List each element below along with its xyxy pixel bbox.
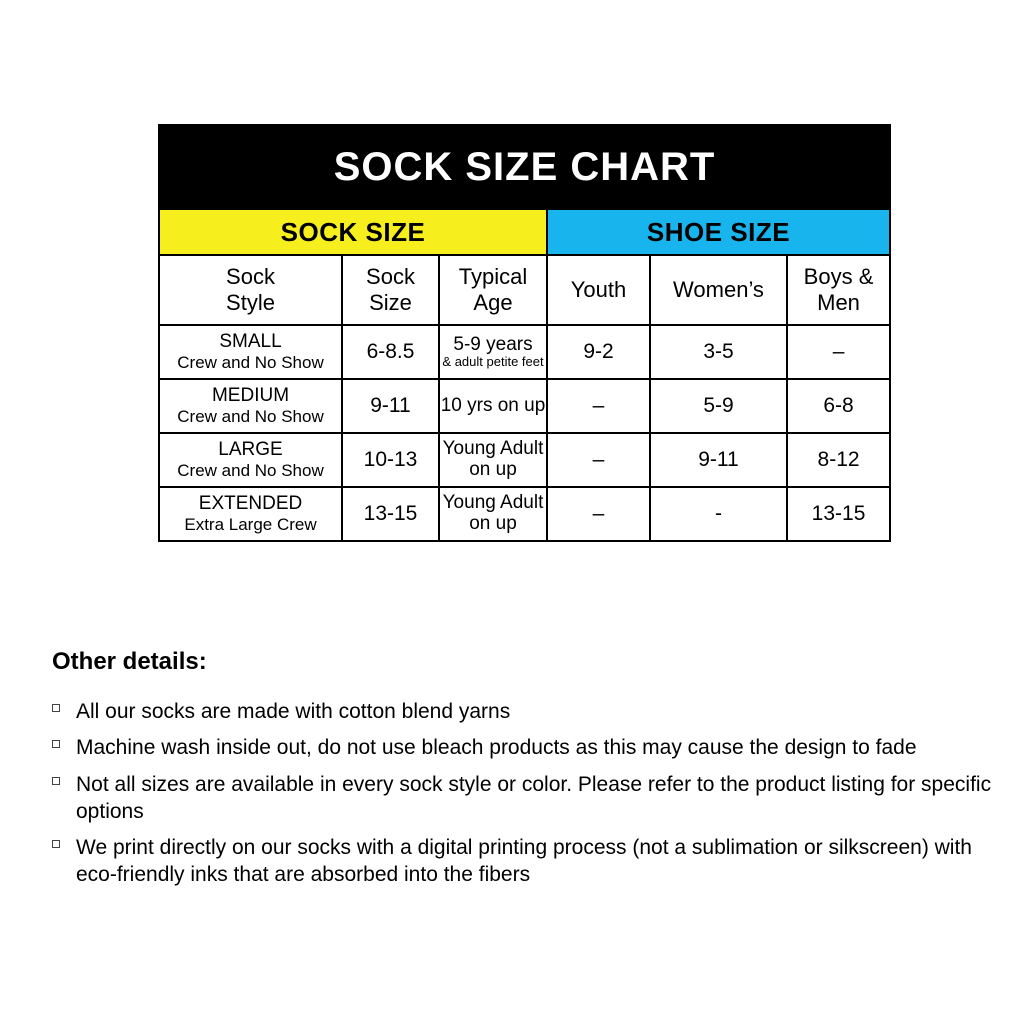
age-sub: on up bbox=[469, 459, 517, 480]
cell-typical-age bbox=[439, 379, 547, 433]
cell-womens: 9-11 bbox=[650, 433, 787, 487]
cell-youth: – bbox=[547, 379, 650, 433]
column-header-womens bbox=[650, 255, 787, 325]
group-header-shoe-size: SHOE SIZE bbox=[547, 209, 890, 255]
table-row bbox=[159, 325, 890, 379]
list-item bbox=[52, 698, 1002, 725]
other-details-heading: Other details: bbox=[52, 648, 207, 675]
header-line-1: Typical bbox=[458, 264, 528, 290]
cell-typical-age bbox=[439, 487, 547, 541]
cell-womens: 3-5 bbox=[650, 325, 787, 379]
header-line-1: Youth bbox=[570, 277, 627, 303]
header-line-2: Size bbox=[369, 290, 412, 315]
size-chart-table bbox=[158, 124, 891, 542]
other-details-section bbox=[52, 648, 1002, 898]
list-item-text: Machine wash inside out, do not use bleach products as this may cause the design to fade bbox=[76, 736, 917, 760]
square-bullet-icon bbox=[52, 740, 60, 748]
header-line-1: Women’s bbox=[673, 277, 764, 303]
age-sub: & adult petite feet bbox=[442, 354, 544, 370]
list-item bbox=[52, 771, 1002, 826]
list-item-text: All our socks are made with cotton blend yarns bbox=[76, 700, 511, 723]
header-line-1: Sock bbox=[226, 264, 275, 290]
cell-sock-size: 6-8.5 bbox=[342, 325, 439, 379]
column-header-youth bbox=[547, 255, 650, 325]
table-row bbox=[159, 433, 890, 487]
header-line-1: Sock bbox=[366, 264, 415, 290]
style-main: LARGE bbox=[218, 439, 283, 461]
cell-sock-style bbox=[159, 325, 342, 379]
column-header-boys-men bbox=[787, 255, 890, 325]
column-header-row bbox=[159, 255, 890, 325]
cell-sock-size: 10-13 bbox=[342, 433, 439, 487]
cell-typical-age bbox=[439, 325, 547, 379]
list-item bbox=[52, 734, 1002, 761]
cell-sock-size: 13-15 bbox=[342, 487, 439, 541]
list-item-text: We print directly on our socks with a digital printing process (not a sublimation or silkscreen) with eco-friendly inks that are absorbed into the fibers bbox=[76, 836, 972, 887]
age-sub: on up bbox=[469, 513, 517, 534]
other-details-list bbox=[52, 698, 1002, 889]
style-sub: Crew and No Show bbox=[177, 353, 324, 373]
square-bullet-icon bbox=[52, 840, 60, 848]
group-header-sock-size: SOCK SIZE bbox=[159, 209, 547, 255]
chart-title: SOCK SIZE CHART bbox=[159, 125, 890, 209]
style-sub: Extra Large Crew bbox=[184, 515, 317, 535]
list-item-text: Not all sizes are available in every sock style or color. Please refer to the product listing for specific options bbox=[76, 772, 992, 823]
age-main: 10 yrs on up bbox=[440, 394, 546, 416]
age-main: 5-9 years bbox=[453, 333, 533, 355]
cell-sock-style bbox=[159, 487, 342, 541]
group-header-row bbox=[159, 209, 890, 255]
column-header-typical-age bbox=[439, 255, 547, 325]
cell-womens: 5-9 bbox=[650, 379, 787, 433]
cell-boys-men: 6-8 bbox=[787, 379, 890, 433]
sock-size-chart bbox=[158, 124, 889, 542]
table-row bbox=[159, 379, 890, 433]
header-line-2: Style bbox=[226, 290, 275, 315]
age-main: Young Adult bbox=[442, 492, 544, 514]
age-main: Young Adult bbox=[442, 438, 544, 460]
style-main: MEDIUM bbox=[211, 385, 290, 407]
column-header-sock-size bbox=[342, 255, 439, 325]
header-line-1: Boys & bbox=[803, 264, 874, 290]
cell-sock-style bbox=[159, 433, 342, 487]
list-item bbox=[52, 834, 1002, 889]
cell-boys-men: – bbox=[787, 325, 890, 379]
style-main: EXTENDED bbox=[198, 493, 303, 515]
chart-title-row bbox=[159, 125, 890, 209]
square-bullet-icon bbox=[52, 704, 60, 712]
column-header-sock-style bbox=[159, 255, 342, 325]
header-line-2: Age bbox=[473, 290, 513, 315]
style-sub: Crew and No Show bbox=[177, 407, 324, 427]
style-sub: Crew and No Show bbox=[177, 461, 324, 481]
cell-sock-style bbox=[159, 379, 342, 433]
cell-youth: – bbox=[547, 433, 650, 487]
style-main: SMALL bbox=[219, 331, 282, 353]
cell-youth: 9-2 bbox=[547, 325, 650, 379]
cell-boys-men: 13-15 bbox=[787, 487, 890, 541]
cell-womens: - bbox=[650, 487, 787, 541]
header-line-2: Men bbox=[817, 290, 860, 315]
square-bullet-icon bbox=[52, 777, 60, 785]
table-row bbox=[159, 487, 890, 541]
cell-sock-size: 9-11 bbox=[342, 379, 439, 433]
cell-youth: – bbox=[547, 487, 650, 541]
cell-typical-age bbox=[439, 433, 547, 487]
cell-boys-men: 8-12 bbox=[787, 433, 890, 487]
